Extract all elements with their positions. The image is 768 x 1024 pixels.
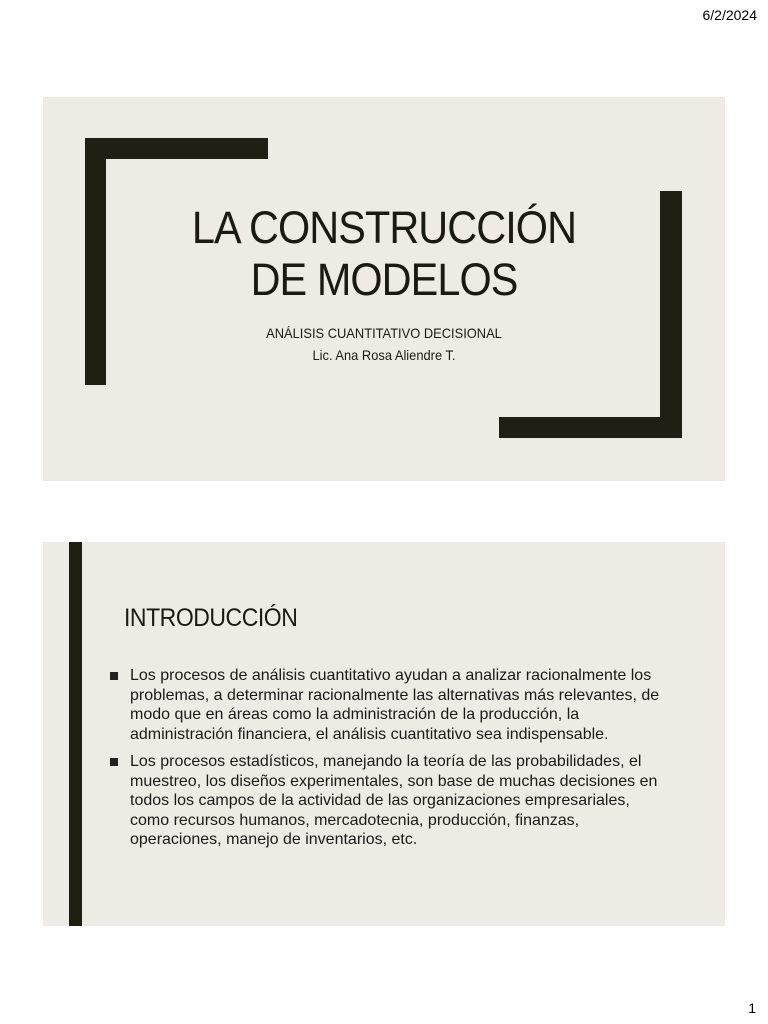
slide-heading: INTRODUCCIÓN <box>124 604 298 632</box>
list-item <box>109 666 669 744</box>
bullet-list <box>109 666 669 858</box>
course-name: ANÁLISIS CUANTITATIVO DECISIONAL <box>266 325 502 341</box>
slide-subtitle <box>103 322 665 366</box>
slide-title <box>125 202 642 306</box>
bullet-text: Los procesos estadísticos, manejando la teoría de las probabilidades, el muestreo, los diseños experimentales, son base de muchas decisiones en todos los campos de la actividad de las organizaciones empresariales, como recursos humanos, mercadotecnia, producción, finanzas, operaciones, manejo de inventarios, etc. <box>130 753 658 848</box>
page-number: 1 <box>748 1000 756 1016</box>
square-bullet-icon <box>110 758 118 766</box>
introduction-slide <box>43 542 725 926</box>
frame-bracket-bottom-right-vertical <box>660 191 682 438</box>
square-bullet-icon <box>110 672 118 680</box>
page-date: 6/2/2024 <box>702 7 757 23</box>
frame-bracket-bottom-right-horizontal <box>499 417 682 438</box>
author-name: Lic. Ana Rosa Aliendre T. <box>312 347 456 363</box>
slide-title-line-2: DE MODELOS <box>250 254 518 305</box>
accent-bar <box>69 542 82 926</box>
title-slide <box>43 97 725 481</box>
bullet-text: Los procesos de análisis cuantitativo ayudan a analizar racionalmente los problemas, a determinar racionalmente las alternativas más relevantes, de modo que en áreas como la administración de la producción, la administración financiera, el análisis cuantitativo sea indispensable. <box>130 667 660 743</box>
frame-bracket-top-left-horizontal <box>85 138 268 159</box>
slide-title-line-1: LA CONSTRUCCIÓN <box>191 202 577 253</box>
list-item <box>109 752 669 850</box>
